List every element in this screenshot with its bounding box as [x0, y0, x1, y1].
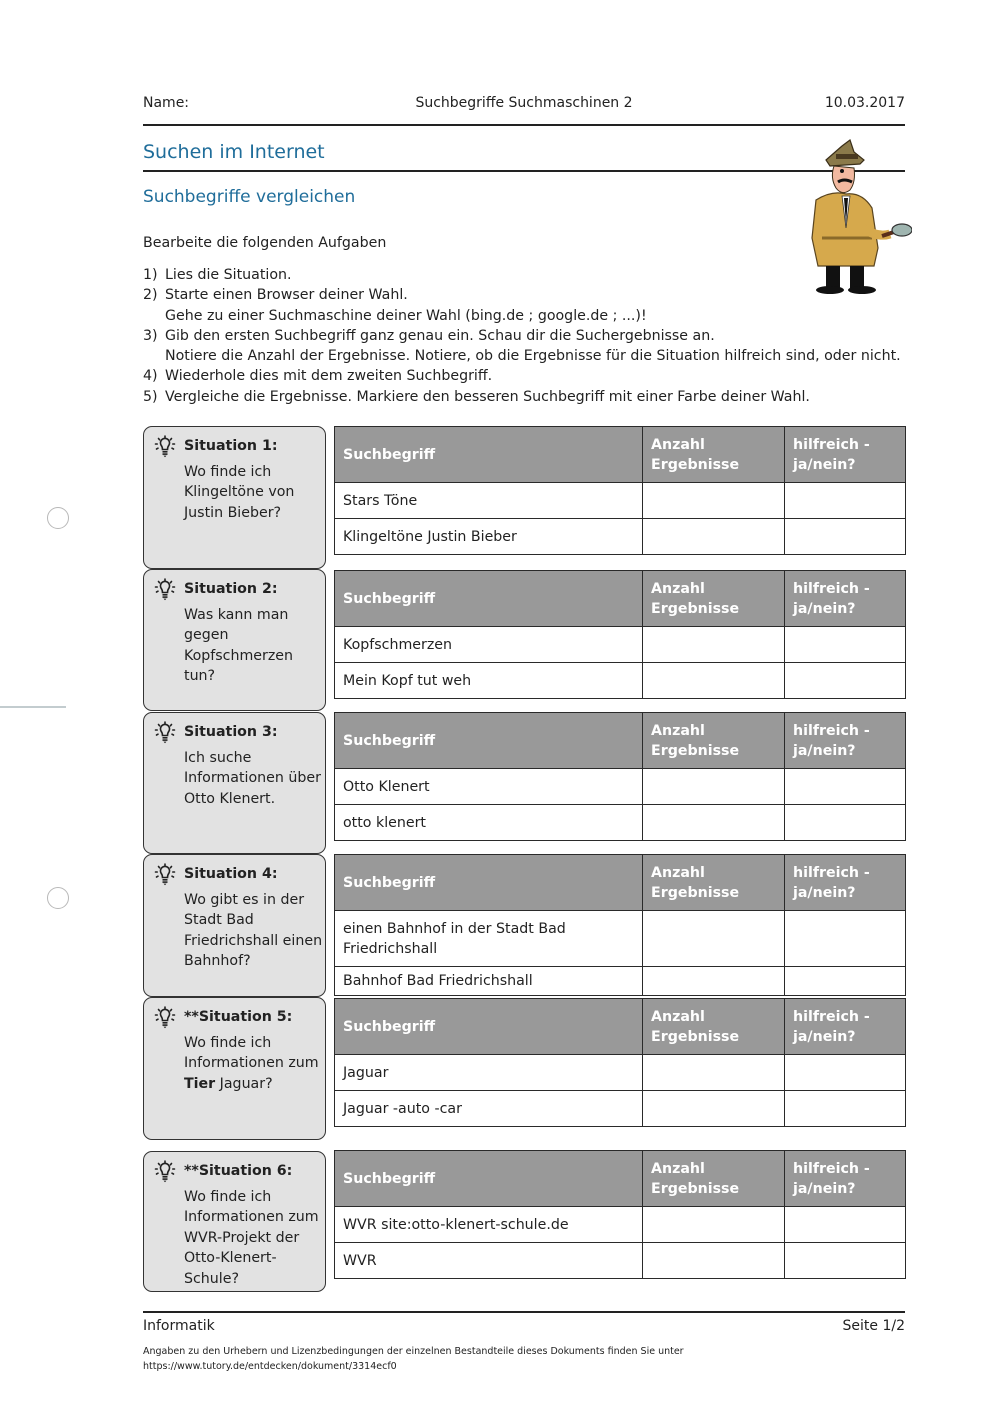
search-term-cell: einen Bahnhof in der Stadt Bad Friedrichshall [335, 911, 643, 967]
header-divider [143, 124, 905, 126]
column-header-count: Anzahl Ergebnisse [643, 713, 785, 769]
task-item [143, 387, 901, 407]
column-header-helpful: hilfreich - ja/nein? [785, 427, 906, 483]
punch-hole-mark [47, 507, 69, 529]
column-header-term: Suchbegriff [335, 999, 643, 1055]
helpful-cell[interactable] [785, 911, 906, 967]
result-count-cell[interactable] [643, 519, 785, 555]
situation-title: Situation 1: [184, 438, 278, 454]
search-term-cell: Jaguar [335, 1055, 643, 1091]
table-row [335, 1207, 906, 1243]
lightbulb-icon [153, 721, 177, 747]
helpful-cell[interactable] [785, 663, 906, 699]
task-text: Notiere die Anzahl der Ergebnisse. Notiere, ob die Ergebnisse für die Situation hilfreich sind, oder nicht. [165, 348, 901, 365]
column-header-count: Anzahl Ergebnisse [643, 855, 785, 911]
result-count-cell[interactable] [643, 1207, 785, 1243]
search-term-cell: WVR site:otto-klenert-schule.de [335, 1207, 643, 1243]
search-comparison-table [334, 998, 905, 1127]
result-count-cell[interactable] [643, 483, 785, 519]
result-count-cell[interactable] [643, 627, 785, 663]
search-term-cell: otto klenert [335, 805, 643, 841]
column-header-helpful: hilfreich - ja/nein? [785, 999, 906, 1055]
search-term-cell: Otto Klenert [335, 769, 643, 805]
column-header-count: Anzahl Ergebnisse [643, 999, 785, 1055]
task-number: 2) [143, 287, 158, 304]
search-comparison-table [334, 570, 905, 699]
situation-card [143, 569, 326, 711]
search-term-cell: Jaguar -auto -car [335, 1091, 643, 1127]
punch-hole-mark [47, 887, 69, 909]
situation-card [143, 997, 326, 1140]
column-header-helpful: hilfreich - ja/nein? [785, 1151, 906, 1207]
task-text: Wiederhole dies mit dem zweiten Suchbegriff. [165, 368, 493, 385]
fold-mark [0, 706, 66, 708]
situation-title: Situation 2: [184, 581, 278, 597]
helpful-cell[interactable] [785, 1091, 906, 1127]
helpful-cell[interactable] [785, 1055, 906, 1091]
task-text: Starte einen Browser deiner Wahl. [165, 287, 408, 304]
column-header-count: Anzahl Ergebnisse [643, 427, 785, 483]
table-header-row [335, 999, 906, 1055]
column-header-term: Suchbegriff [335, 713, 643, 769]
result-count-cell[interactable] [643, 769, 785, 805]
search-comparison-table [334, 1150, 905, 1279]
license-note [143, 1344, 684, 1374]
table-row [335, 663, 906, 699]
result-count-cell[interactable] [643, 911, 785, 967]
search-comparison-table [334, 712, 905, 841]
table-header-row [335, 427, 906, 483]
document-title: Suchbegriffe Suchmaschinen 2 [415, 95, 633, 111]
name-label: Name: [143, 95, 190, 111]
table-row [335, 967, 906, 996]
situation-question: Was kann man gegen Kopfschmerzen tun? [184, 607, 294, 685]
task-number: 4) [143, 368, 158, 385]
task-list [143, 265, 901, 407]
situation-title: Situation 4: [184, 866, 278, 882]
task-item [143, 285, 901, 326]
question-text: Wo finde ich Informationen zum [184, 1035, 319, 1072]
page-header [143, 95, 905, 117]
helpful-cell[interactable] [785, 967, 906, 996]
helpful-cell[interactable] [785, 627, 906, 663]
search-term-cell: Klingeltöne Justin Bieber [335, 519, 643, 555]
task-item [143, 265, 901, 285]
task-item [143, 326, 901, 367]
result-count-cell[interactable] [643, 1243, 785, 1279]
search-term-cell: Mein Kopf tut weh [335, 663, 643, 699]
search-term-cell: Stars Töne [335, 483, 643, 519]
table-row [335, 1091, 906, 1127]
subject-label: Informatik [143, 1318, 215, 1334]
situation-question: Wo finde ich Informationen zum WVR-Projekt der Otto-Klenert-Schule? [184, 1189, 319, 1287]
question-emphasis: Tier [184, 1075, 216, 1092]
result-count-cell[interactable] [643, 967, 785, 996]
column-header-count: Anzahl Ergebnisse [643, 571, 785, 627]
license-text: Angaben zu den Urhebern und Lizenzbedingungen der einzelnen Bestandteile dieses Dokuments finden Sie unter [143, 1346, 684, 1357]
task-text: Lies die Situation. [165, 267, 292, 283]
task-number: 3) [143, 327, 158, 344]
helpful-cell[interactable] [785, 805, 906, 841]
lightbulb-icon [153, 435, 177, 461]
column-header-term: Suchbegriff [335, 571, 643, 627]
table-row [335, 627, 906, 663]
result-count-cell[interactable] [643, 663, 785, 699]
helpful-cell[interactable] [785, 1243, 906, 1279]
lightbulb-icon [153, 1006, 177, 1032]
document-date: 10.03.2017 [824, 95, 905, 111]
page-number: Seite 1/2 [842, 1318, 905, 1334]
table-row [335, 769, 906, 805]
table-header-row [335, 1151, 906, 1207]
situation-card [143, 426, 326, 569]
table-header-row [335, 571, 906, 627]
situation-card [143, 712, 326, 854]
table-row [335, 1243, 906, 1279]
page-subtitle: Suchbegriffe vergleichen [143, 187, 356, 207]
result-count-cell[interactable] [643, 805, 785, 841]
column-header-helpful: hilfreich - ja/nein? [785, 571, 906, 627]
situation-question [184, 1033, 324, 1094]
lightbulb-icon [153, 1160, 177, 1186]
situation-card [143, 854, 326, 997]
task-number: 1) [143, 267, 158, 283]
task-text: Gib den ersten Suchbegriff ganz genau ein. Schau dir die Suchergebnisse an. [165, 327, 715, 344]
situation-title: **Situation 5: [184, 1009, 293, 1025]
situation-question: Wo gibt es in der Stadt Bad Friedrichshall einen Bahnhof? [184, 892, 323, 970]
situation-question: Wo finde ich Klingeltöne von Justin Bieber? [184, 464, 295, 521]
situation-question: Ich suche Informationen über Otto Klenert. [184, 750, 321, 807]
task-item [143, 366, 901, 386]
search-comparison-table [334, 426, 905, 555]
page-footer [143, 1318, 905, 1338]
search-term-cell: Bahnhof Bad Friedrichshall [335, 967, 643, 996]
search-term-cell: Kopfschmerzen [335, 627, 643, 663]
column-header-count: Anzahl Ergebnisse [643, 1151, 785, 1207]
table-row [335, 911, 906, 967]
search-comparison-table [334, 854, 905, 996]
footer-divider [143, 1311, 905, 1313]
page-title: Suchen im Internet [143, 141, 325, 163]
helpful-cell[interactable] [785, 1207, 906, 1243]
search-term-cell: WVR [335, 1243, 643, 1279]
situation-title: **Situation 6: [184, 1163, 293, 1179]
situation-card [143, 1151, 326, 1292]
column-header-term: Suchbegriff [335, 1151, 643, 1207]
situation-title: Situation 3: [184, 724, 278, 740]
table-header-row [335, 855, 906, 911]
result-count-cell[interactable] [643, 1055, 785, 1091]
table-row [335, 519, 906, 555]
table-row [335, 483, 906, 519]
task-text: Gehe zu einer Suchmaschine deiner Wahl (bing.de ; google.de ; ...)! [165, 307, 647, 324]
question-text: Jaguar? [215, 1075, 273, 1092]
column-header-term: Suchbegriff [335, 427, 643, 483]
table-header-row [335, 713, 906, 769]
table-row [335, 1055, 906, 1091]
lightbulb-icon [153, 863, 177, 889]
lightbulb-icon [153, 578, 177, 604]
instructions-intro: Bearbeite die folgenden Aufgaben [143, 235, 387, 251]
helpful-cell[interactable] [785, 769, 906, 805]
task-number: 5) [143, 388, 158, 405]
helpful-cell[interactable] [785, 483, 906, 519]
task-text: Vergleiche die Ergebnisse. Markiere den besseren Suchbegriff mit einer Farbe deiner Wahl. [165, 388, 810, 405]
helpful-cell[interactable] [785, 519, 906, 555]
column-header-helpful: hilfreich - ja/nein? [785, 855, 906, 911]
license-link[interactable]: https://www.tutory.de/entdecken/dokument/3314ecf0 [143, 1361, 397, 1372]
table-row [335, 805, 906, 841]
result-count-cell[interactable] [643, 1091, 785, 1127]
column-header-helpful: hilfreich - ja/nein? [785, 713, 906, 769]
column-header-term: Suchbegriff [335, 855, 643, 911]
